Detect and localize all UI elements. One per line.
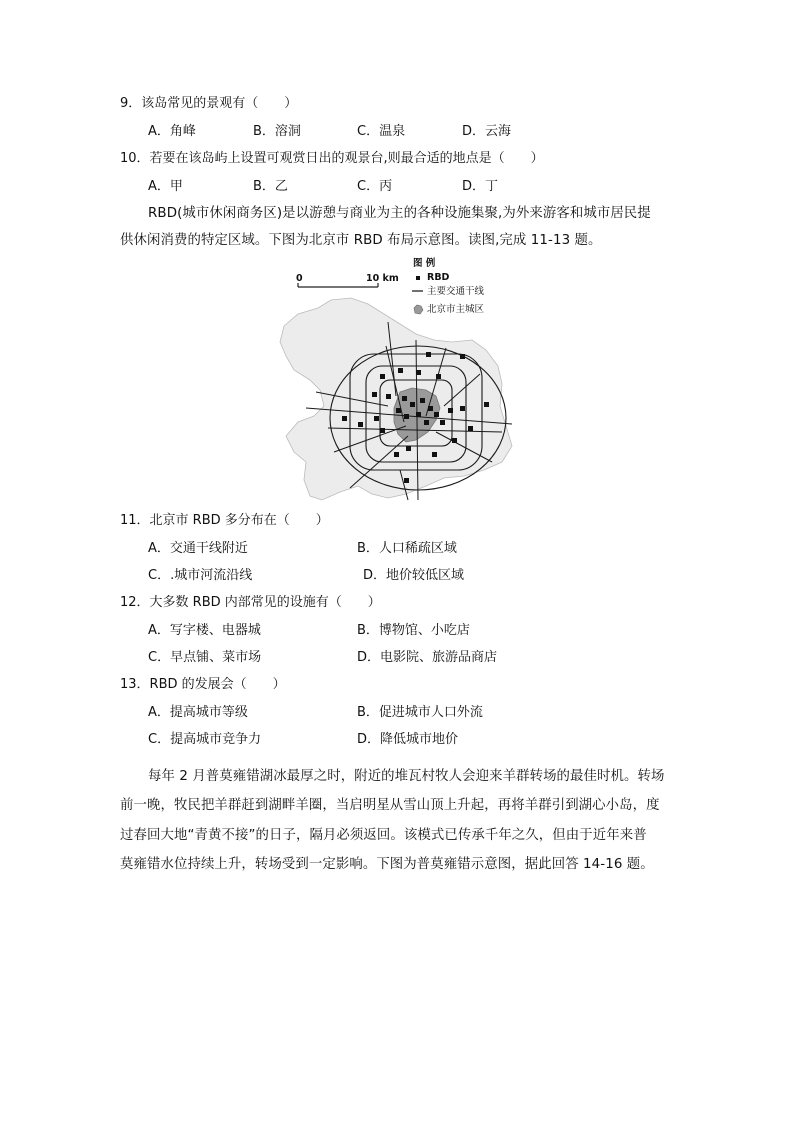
passage-2-line-2: 前一晚，牧民把羊群赶到湖畔羊圈，当启明星从雪山顶上升起，再将羊群引到湖心小岛，度 (120, 798, 660, 813)
question-13-stem: 13．RBD 的发展会（ ） (120, 677, 286, 692)
legend-road-label: 主要交通干线 (427, 286, 485, 297)
beijing-rbd-map (276, 256, 520, 504)
q10-option-c: C．丙 (357, 179, 393, 194)
q13-option-c: C．提高城市竞争力 (148, 732, 262, 747)
scale-label-end: 10 km (366, 273, 399, 284)
question-11-stem: 11．北京市 RBD 多分布在（ ） (120, 513, 329, 528)
q12-option-b: B．博物馆、小吃店 (357, 623, 470, 638)
q13-option-b: B．促进城市人口外流 (357, 705, 483, 720)
q12-option-a: A．写字楼、电器城 (148, 623, 261, 638)
scale-label-start: 0 (296, 273, 303, 284)
q10-option-d: D．丁 (462, 179, 499, 194)
passage-1-line-1: RBD(城市休闲商务区)是以游憩与商业为主的各种设施集聚,为外来游客和城市居民提 (148, 206, 651, 221)
q11-option-a: A．交通干线附近 (148, 541, 248, 556)
q12-option-d: D．电影院、旅游品商店 (357, 650, 498, 665)
question-10-stem: 10．若要在该岛屿上设置可观赏日出的观景台,则最合适的地点是（ ） (120, 151, 544, 166)
passage-2-line-3: 过春回大地“青黄不接”的日子，隔月必须返回。该模式已传承千年之久，但由于近年来普 (120, 828, 647, 843)
q9-option-c: C．温泉 (357, 124, 406, 139)
passage-1-line-2: 供休闲消费的特定区域。下图为北京市 RBD 布局示意图。读图,完成 11-13 题。 (120, 233, 602, 248)
q9-option-b: B．溶洞 (253, 124, 301, 139)
q11-option-d: D．地价较低区域 (363, 568, 465, 583)
q9-option-a: A．角峰 (148, 124, 196, 139)
legend-city-symbol (414, 305, 423, 314)
legend-title: 图 例 (413, 258, 436, 269)
passage-2-line-1: 每年 2 月普莫雍错湖冰最厚之时，附近的堆瓦村牧人会迎来羊群转场的最佳时机。转场 (148, 769, 665, 784)
q9-option-d: D．云海 (462, 124, 512, 139)
q11-option-b: B．人口稀疏区域 (357, 541, 457, 556)
q11-option-c: C．.城市河流沿线 (148, 568, 253, 583)
question-12-stem: 12．大多数 RBD 内部常见的设施有（ ） (120, 595, 381, 610)
question-9-stem: 9．该岛常见的景观有（ ） (120, 96, 298, 111)
legend-rbd-symbol (416, 276, 420, 280)
passage-2-line-4: 莫雍错水位持续上升，转场受到一定影响。下图为普莫雍错示意图，据此回答 14-16 题。 (120, 857, 654, 872)
q10-option-b: B．乙 (253, 179, 288, 194)
legend-city-label: 北京市主城区 (427, 304, 485, 315)
q12-option-c: C．早点铺、菜市场 (148, 650, 262, 665)
legend-rbd-label: RBD (427, 272, 450, 283)
q13-option-a: A．提高城市等级 (148, 705, 248, 720)
q10-option-a: A．甲 (148, 179, 183, 194)
q13-option-d: D．降低城市地价 (357, 732, 459, 747)
